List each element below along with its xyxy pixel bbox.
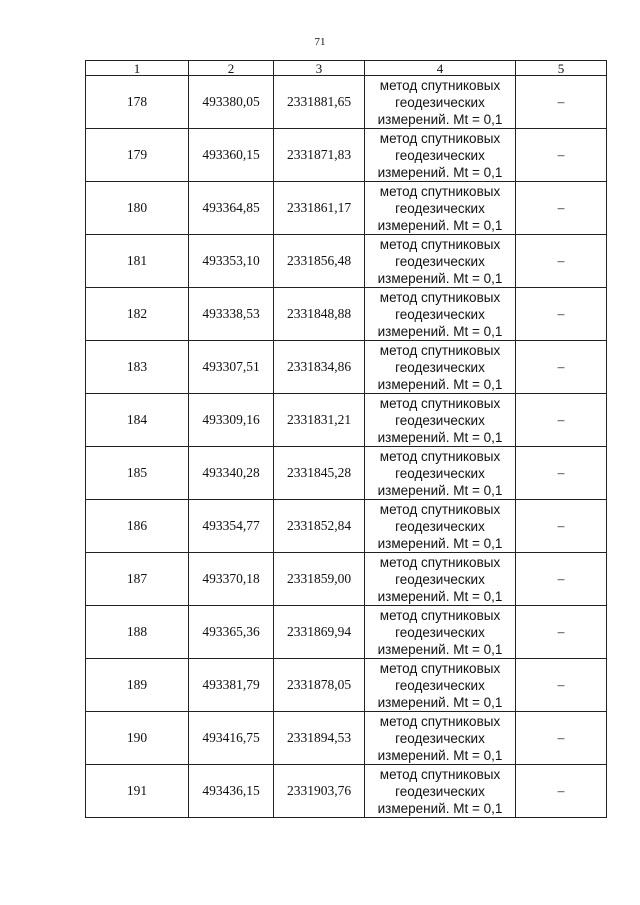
method-line-2: геодезических: [395, 730, 485, 746]
point-number: 189: [86, 659, 189, 712]
point-number: 188: [86, 606, 189, 659]
point-number: 182: [86, 288, 189, 341]
coord-y: 2331848,88: [274, 288, 365, 341]
method-cell: [365, 394, 516, 447]
method-line-3: измерений. Mt = 0,1: [377, 694, 503, 710]
method-line-3: измерений. Mt = 0,1: [377, 482, 503, 498]
method-line-1: метод спутниковых: [379, 554, 501, 570]
method-cell: [365, 712, 516, 765]
note-cell: –: [516, 447, 607, 500]
note-cell: –: [516, 341, 607, 394]
method-line-3: измерений. Mt = 0,1: [377, 323, 503, 339]
point-number: 190: [86, 712, 189, 765]
table-row: [86, 235, 607, 288]
table-row: [86, 659, 607, 712]
note-cell: –: [516, 606, 607, 659]
coord-y: 2331878,05: [274, 659, 365, 712]
header-col-4: 4: [365, 61, 516, 76]
table-row: [86, 765, 607, 818]
method-line-1: метод спутниковых: [379, 607, 501, 623]
point-number: 180: [86, 182, 189, 235]
method-line-1: метод спутниковых: [379, 713, 501, 729]
method-line-2: геодезических: [395, 412, 485, 428]
coord-x: 493307,51: [189, 341, 274, 394]
method-line-3: измерений. Mt = 0,1: [377, 429, 503, 445]
method-line-1: метод спутниковых: [379, 448, 501, 464]
method-line-2: геодезических: [395, 624, 485, 640]
point-number: 178: [86, 76, 189, 129]
method-line-2: геодезических: [395, 94, 485, 110]
method-line-3: измерений. Mt = 0,1: [377, 588, 503, 604]
coord-x: 493354,77: [189, 500, 274, 553]
note-cell: –: [516, 553, 607, 606]
note-cell: –: [516, 235, 607, 288]
table-row: [86, 129, 607, 182]
method-line-1: метод спутниковых: [379, 766, 501, 782]
point-number: 191: [86, 765, 189, 818]
point-number: 185: [86, 447, 189, 500]
method-cell: [365, 235, 516, 288]
method-line-2: геодезических: [395, 518, 485, 534]
point-number: 181: [86, 235, 189, 288]
coord-y: 2331894,53: [274, 712, 365, 765]
coord-y: 2331881,65: [274, 76, 365, 129]
method-line-3: измерений. Mt = 0,1: [377, 641, 503, 657]
method-line-1: метод спутниковых: [379, 77, 501, 93]
method-cell: [365, 500, 516, 553]
method-line-2: геодезических: [395, 571, 485, 587]
table-row: [86, 606, 607, 659]
note-cell: –: [516, 129, 607, 182]
coord-y: 2331831,21: [274, 394, 365, 447]
point-number: 183: [86, 341, 189, 394]
coord-x: 493360,15: [189, 129, 274, 182]
note-cell: –: [516, 500, 607, 553]
point-number: 187: [86, 553, 189, 606]
coord-y: 2331845,28: [274, 447, 365, 500]
point-number: 184: [86, 394, 189, 447]
method-line-2: геодезических: [395, 359, 485, 375]
table-row: [86, 394, 607, 447]
method-line-2: геодезических: [395, 253, 485, 269]
coord-x: 493365,36: [189, 606, 274, 659]
method-line-3: измерений. Mt = 0,1: [377, 800, 503, 816]
table-body: [86, 76, 607, 818]
header-col-1: 1: [86, 61, 189, 76]
method-line-3: измерений. Mt = 0,1: [377, 270, 503, 286]
table-row: [86, 447, 607, 500]
method-line-1: метод спутниковых: [379, 183, 501, 199]
method-cell: [365, 182, 516, 235]
note-cell: –: [516, 182, 607, 235]
method-line-1: метод спутниковых: [379, 660, 501, 676]
method-line-1: метод спутниковых: [379, 395, 501, 411]
point-number: 186: [86, 500, 189, 553]
coord-x: 493381,79: [189, 659, 274, 712]
note-cell: –: [516, 659, 607, 712]
coord-x: 493309,16: [189, 394, 274, 447]
note-cell: –: [516, 394, 607, 447]
method-line-2: геодезических: [395, 306, 485, 322]
table-row: [86, 553, 607, 606]
coordinates-table: [85, 60, 607, 818]
coord-y: 2331861,17: [274, 182, 365, 235]
table-row: [86, 288, 607, 341]
note-cell: –: [516, 288, 607, 341]
coord-x: 493353,10: [189, 235, 274, 288]
method-cell: [365, 765, 516, 818]
table-row: [86, 500, 607, 553]
coord-y: 2331859,00: [274, 553, 365, 606]
note-cell: –: [516, 765, 607, 818]
note-cell: –: [516, 76, 607, 129]
method-line-1: метод спутниковых: [379, 289, 501, 305]
table-row: [86, 182, 607, 235]
table-row: [86, 712, 607, 765]
coord-y: 2331834,86: [274, 341, 365, 394]
table-row: [86, 341, 607, 394]
method-line-3: измерений. Mt = 0,1: [377, 535, 503, 551]
coord-x: 493436,15: [189, 765, 274, 818]
method-line-2: геодезических: [395, 465, 485, 481]
header-col-2: 2: [189, 61, 274, 76]
point-number: 179: [86, 129, 189, 182]
method-line-3: измерений. Mt = 0,1: [377, 111, 503, 127]
coord-y: 2331871,83: [274, 129, 365, 182]
method-line-3: измерений. Mt = 0,1: [377, 164, 503, 180]
method-line-1: метод спутниковых: [379, 501, 501, 517]
method-line-1: метод спутниковых: [379, 342, 501, 358]
method-line-1: метод спутниковых: [379, 130, 501, 146]
method-cell: [365, 76, 516, 129]
method-cell: [365, 659, 516, 712]
coord-y: 2331869,94: [274, 606, 365, 659]
header-col-3: 3: [274, 61, 365, 76]
method-line-3: измерений. Mt = 0,1: [377, 376, 503, 392]
coord-x: 493340,28: [189, 447, 274, 500]
method-cell: [365, 129, 516, 182]
table-header-row: [86, 61, 607, 76]
coord-x: 493338,53: [189, 288, 274, 341]
coord-x: 493380,05: [189, 76, 274, 129]
method-cell: [365, 341, 516, 394]
header-col-5: 5: [516, 61, 607, 76]
note-cell: –: [516, 712, 607, 765]
coord-y: 2331856,48: [274, 235, 365, 288]
coord-x: 493370,18: [189, 553, 274, 606]
method-line-2: геодезических: [395, 147, 485, 163]
coord-x: 493416,75: [189, 712, 274, 765]
method-cell: [365, 553, 516, 606]
coord-y: 2331852,84: [274, 500, 365, 553]
method-line-3: измерений. Mt = 0,1: [377, 747, 503, 763]
method-line-2: геодезических: [395, 200, 485, 216]
page-number: 71: [314, 36, 326, 48]
table-row: [86, 76, 607, 129]
method-line-2: геодезических: [395, 677, 485, 693]
method-line-3: измерений. Mt = 0,1: [377, 217, 503, 233]
method-line-2: геодезических: [395, 783, 485, 799]
method-cell: [365, 606, 516, 659]
coord-y: 2331903,76: [274, 765, 365, 818]
coord-x: 493364,85: [189, 182, 274, 235]
method-line-1: метод спутниковых: [379, 236, 501, 252]
method-cell: [365, 288, 516, 341]
method-cell: [365, 447, 516, 500]
